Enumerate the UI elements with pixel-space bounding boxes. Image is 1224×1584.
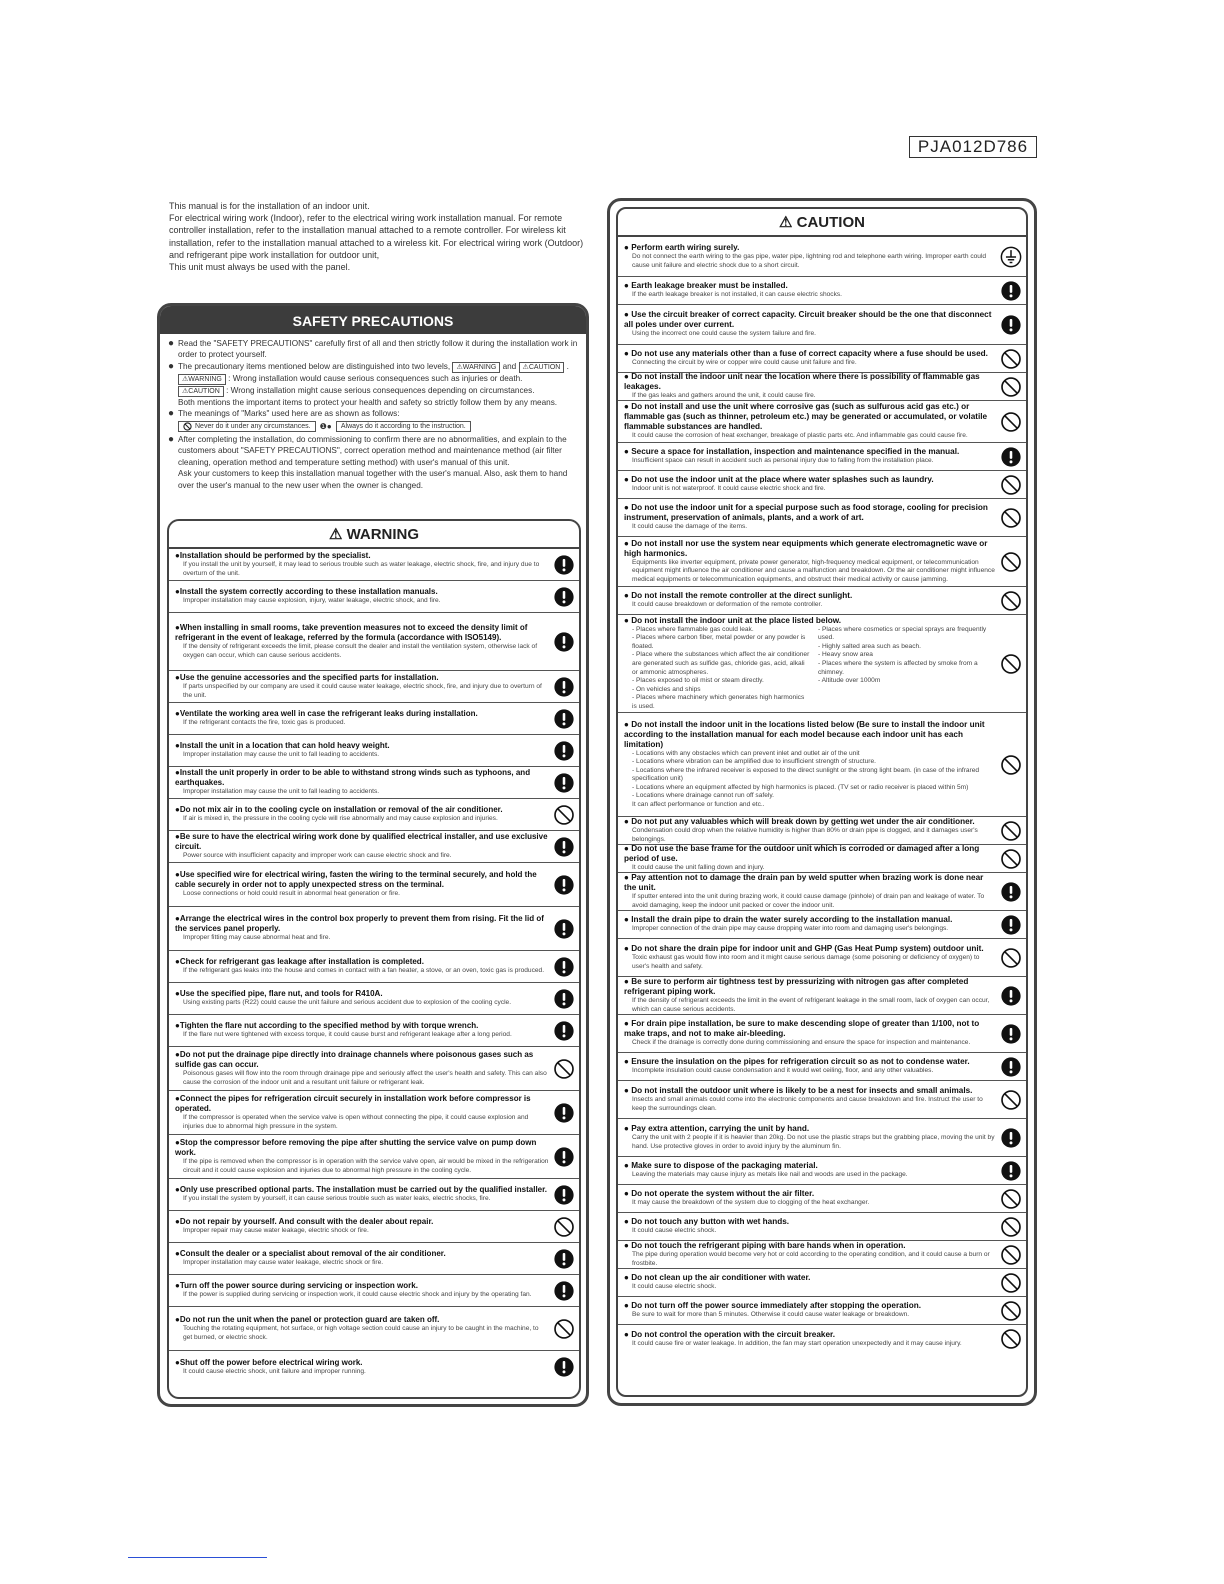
warning-item-heading: ●Installation should be performed by the specialist. [175, 550, 371, 560]
caution-item [618, 1015, 1026, 1053]
location-entry: - Locations where the infrared receiver is exposed to the direct sunlight or the strong light beam. (in case of the infrared specification unit) [632, 766, 980, 783]
warning-item [169, 613, 579, 671]
prohibit-icon [1000, 474, 1022, 496]
document-id: PJA012D786 [909, 136, 1037, 158]
warning-item [169, 1211, 579, 1243]
prohibit-icon [1000, 653, 1022, 675]
caution-item-detail: It could cause the damage of the items. [632, 523, 748, 531]
prohibit-icon [553, 1058, 575, 1080]
caution-item-detail: Using the incorrect one could cause the system failure and fire. [632, 330, 816, 338]
caution-item [618, 537, 1026, 587]
warning-item-detail: If you install the unit by yourself, it may lead to serious trouble such as water leakage, electric shock, fire, and injury due to overturn of the unit. [183, 560, 540, 577]
mandatory-icon [553, 631, 575, 653]
safety-paragraph: The meanings of "Marks" used here are as shown as follows: [178, 409, 400, 419]
mandatory-icon [553, 874, 575, 896]
warning-item [169, 703, 579, 735]
caution-item [618, 939, 1026, 977]
caution-item [618, 911, 1026, 939]
caution-item [618, 443, 1026, 471]
caution-item-detail: It could cause electric shock. [632, 1227, 717, 1235]
caution-item [618, 817, 1026, 845]
caution-item [618, 713, 1026, 817]
warning-item [169, 907, 579, 951]
caution-item-heading: ● Make sure to dispose of the packaging material. [624, 1161, 818, 1171]
caution-item-detail: It could cause fire or water leakage. In addition, the fan may start operation unexpectedly and it may cause injury. [632, 1339, 962, 1347]
caution-item-heading: ● Do not use the base frame for the outdoor unit which is corroded or damaged after a long period of use. [624, 845, 980, 864]
warning-item-detail: If the pipe is removed when the compressor is in operation with the service valve open, air would be mixed in the refrigeration circuit and it could cause explosion and injuries due to abnormal high pressure in the cooling cycle. [183, 1157, 549, 1174]
location-entry: - Locations where an equipment affected by high harmonics is placed. (TV set or radio receiver is placed within 5m) [632, 783, 969, 791]
warning-definition: ⚠WARNING : Wrong installation would cause serious consequences such as injuries or death. [168, 373, 580, 385]
warning-item-heading: ●Consult the dealer or a specialist about removal of the air conditioner. [175, 1249, 446, 1259]
prohibit-icon [553, 804, 575, 826]
caution-item [618, 1241, 1026, 1269]
warning-item [169, 1243, 579, 1275]
warning-item [169, 1047, 579, 1091]
caution-item-heading: ● Do not use the indoor unit at the place where water splashes such as laundry. [624, 475, 934, 485]
location-entry: It can affect performance or function and etc.. [632, 800, 765, 808]
caution-item-detail: It could cause the corrosion of heat exchanger, breakage of plastic parts etc. And inflammable gas could cause fire. [632, 432, 968, 440]
caution-item-detail: The pipe during operation would become very hot or cold according to the operating condition, and it could cause a burn or frostbite. [632, 1250, 990, 1267]
warning-item-heading: ●Turn off the power source during servicing or inspection work. [175, 1281, 418, 1291]
location-entry: - Highly salted area such as beach. [818, 642, 921, 650]
mandatory-icon [1000, 881, 1022, 903]
mandatory-icon [1000, 446, 1022, 468]
warning-item [169, 671, 579, 703]
caution-item-detail: Leaving the materials may cause injury as metals like nail and woods are used in the package. [632, 1171, 908, 1179]
caution-panel [607, 198, 1037, 1406]
warning-item-heading: ●Be sure to have the electrical wiring work done by qualified electrical installer, and use exclusive circuit. [175, 832, 548, 852]
caution-item [618, 1269, 1026, 1297]
prohibit-icon [1000, 1244, 1022, 1266]
caution-list [618, 237, 1026, 1353]
caution-item [618, 845, 1026, 873]
warning-item-detail: Improper fitting may cause abnormal heat and fire. [183, 934, 331, 942]
prohibit-icon [1000, 1272, 1022, 1294]
location-list [624, 750, 996, 809]
warning-item-heading: ●When installing in small rooms, take prevention measures not to exceed the density limit of refrigerant in the event of leakage, referred by the formula (accordance with ISO5149). [175, 622, 528, 642]
location-entry: - Locations where drainage cannot run off safely. [632, 792, 774, 800]
safety-paragraph: Both mentions the important items to protect your health and safety so strictly follow them by any means. [178, 397, 558, 407]
must-icon: ❶● [319, 421, 332, 431]
mandatory-icon [1000, 1023, 1022, 1045]
warning-item-heading: ●Shut off the power before electrical wiring work. [175, 1357, 363, 1367]
warning-item-heading: ●Install the unit in a location that can hold heavy weight. [175, 741, 390, 751]
location-entry: - Places where cosmetics or special sprays are frequently used. [818, 625, 987, 642]
safety-precautions-body [160, 334, 586, 491]
warning-item-detail: If the density of refrigerant exceeds the limit, please consult the dealer and install the ventilation system, otherwise lack of oxygen can occur, which can cause serious accidents. [183, 642, 538, 659]
location-entry: - Places where machinery which generates high harmonics is used. [632, 694, 805, 710]
warning-item [169, 799, 579, 831]
caution-item-detail: If sputter entered into the unit during brazing work, it could cause damage (pinhole) of drain pan and leakage of water. To avoid damaging, keep the indoor unit packed or cover the indoor unit. [632, 892, 985, 909]
warning-item [169, 863, 579, 907]
warning-item [169, 581, 579, 613]
location-column [818, 626, 996, 712]
safety-precautions-title: SAFETY PRECAUTIONS [160, 306, 586, 334]
caution-item [618, 1081, 1026, 1119]
safety-paragraph: After completing the installation, do commissioning to confirm there are no abnormalities, and explain to the customers about "SAFETY PRECAUTIONS", correct operation method and maintenance method (air filter cleaning, operation method and temperature setting method) with user's manual of this unit. [178, 435, 567, 467]
mandatory-icon [1000, 1056, 1022, 1078]
warning-item-detail: Improper repair may cause water leakage, electric shock or fire. [183, 1227, 369, 1235]
mandatory-icon [1000, 1127, 1022, 1149]
caution-item-detail: It may cause the breakdown of the system due to clogging of the heat exchanger. [632, 1199, 870, 1207]
bullet-icon: ● [168, 360, 175, 372]
warning-item-detail: Improper installation may cause the unit to fall leading to accidents. [183, 751, 380, 759]
caution-definition: ⚠CAUTION : Wrong installation might cause serious consequences depending on circumstances. [168, 385, 580, 397]
caution-item [618, 1119, 1026, 1157]
warning-item [169, 1275, 579, 1307]
caution-item-detail: If the earth leakage breaker is not installed, it can cause electric shocks. [632, 291, 843, 299]
caution-item-heading: ● Do not install the remote controller at the direct sunlight. [624, 591, 853, 601]
caution-item-heading: ● Do not touch any button with wet hands. [624, 1217, 790, 1227]
bullet-icon: ● [168, 408, 175, 420]
mandatory-icon [553, 1102, 575, 1124]
caution-item-heading: ● Pay attention not to damage the drain pan by weld sputter when brazing work is done near the unit. [624, 873, 984, 892]
prohibit-icon [1000, 1089, 1022, 1111]
caution-item-detail: It could cause the unit falling down and injury. [632, 864, 765, 872]
mandatory-icon [553, 836, 575, 858]
caution-item-heading: ● Do not install the indoor unit at the place listed below. [624, 615, 842, 625]
prohibit-icon [1000, 754, 1022, 776]
caution-item-detail: Carry the unit with 2 people if it is heavier than 20kg. Do not use the plastic straps but the grabbing place, moving the unit by hand. Use protective gloves in order to avoid injury by the aluminum fin. [632, 1133, 995, 1150]
caution-item-detail: Indoor unit is not waterproof. It could cause electric shock and fire. [632, 485, 826, 493]
caution-item-heading: ● Do not install and use the unit where corrosive gas (such as sulfurous acid gas etc.) or flammable gas (such as thinner, petroleum etc.) may be generated or accumulated, or volatile flammable substances are handled. [624, 402, 988, 432]
mandatory-icon [1000, 280, 1022, 302]
location-entry: - Altitude over 1000m [818, 677, 881, 685]
warning-item-detail: Poisonous gases will flow into the room through drainage pipe and seriously affect the user's health and safety. This can also cause the corrosion of the indoor unit and a resultant unit failure or refrigerant leak. [183, 1069, 547, 1086]
warning-item-heading: ●Tighten the flare nut according to the specified method by with torque wrench. [175, 1021, 479, 1031]
warning-item [169, 951, 579, 983]
caution-item-heading: ● Secure a space for installation, inspection and maintenance specified in the manual. [624, 447, 960, 457]
caution-item-detail: Do not connect the earth wiring to the gas pipe, water pipe, lightning rod and telephone earth wiring. Improper earth could cause unit failure and electric shock due to a short circuit. [632, 252, 987, 269]
caution-item-detail: Incomplete insulation could cause condensation and it would wet ceiling, floor, and any other valuables. [632, 1067, 934, 1075]
caution-item-heading: ● Do not install nor use the system near equipments which generate electromagnetic wave or high harmonics. [624, 538, 988, 558]
warning-item-detail: Loose connections or hold could result in abnormal heat generation or fire. [183, 890, 400, 898]
location-entry: - Place where the substances which affect the air conditioner are generated such as sulfide gas, chloride gas, acid, alkali or ammonic atmospheres. [632, 651, 810, 676]
caution-item-heading: ● Earth leakage breaker must be installed. [624, 281, 788, 291]
mandatory-icon [553, 1146, 575, 1168]
earth-ground-icon [1000, 246, 1022, 268]
warning-tag: ⚠WARNING [452, 362, 500, 373]
location-entry: - Places exposed to oil mist or steam directly. [632, 677, 764, 685]
warning-item-heading: ●Do not put the drainage pipe directly into drainage channels where poisonous gases such as sulfide gas can occur. [175, 1049, 534, 1069]
location-entry: - On vehicles and ships [632, 685, 701, 693]
caution-item [618, 305, 1026, 345]
warning-item-heading: ●Arrange the electrical wires in the control box properly to prevent them from rising. Fit the lid of the services panel properly. [175, 914, 544, 934]
caution-item-heading: ● Use the circuit breaker of correct capacity. Circuit breaker should be the one that disconnect all poles under over current. [624, 310, 992, 330]
caution-item-detail: Connecting the circuit by wire or copper wire could cause unit failure and fire. [632, 359, 857, 367]
bullet-icon: ● [168, 434, 175, 446]
warning-item [169, 831, 579, 863]
caution-item-heading: ● Pay extra attention, carrying the unit by hand. [624, 1123, 810, 1133]
mandatory-icon [553, 1356, 575, 1378]
caution-title: ⚠ CAUTION [618, 209, 1026, 237]
location-entry: - Places where carbon fiber, metal powder or any powder is floated. [632, 634, 806, 650]
warning-item [169, 983, 579, 1015]
caution-item-detail: Be sure to wait for more than 5 minutes. Otherwise it could cause water leakage or breakdown. [632, 1311, 910, 1319]
intro-line: For electrical wiring work (Indoor), refer to the electrical wiring work installation manual. For remote controller installation, refer to the installation manual attached to a remote controller. For wireless kit installation, refer to the installation manual attached to a wireless kit. For electrical wiring work (Outdoor) and refrigerant pipe work installation for outdoor unit, [169, 213, 584, 260]
prohibit-icon [1000, 1300, 1022, 1322]
prohibit-icon [1000, 376, 1022, 398]
warning-item [169, 1091, 579, 1135]
warning-item-heading: ●Check for refrigerant gas leakage after installation is completed. [175, 957, 424, 967]
caution-item-detail: Toxic exhaust gas would flow into room and it might cause serious damage (some poisoning or deficiency of oxygen) to user's health and safety. [632, 953, 980, 970]
warning-item-heading: ●Do not repair by yourself. And consult with the dealer about repair. [175, 1217, 434, 1227]
mandatory-icon [553, 1020, 575, 1042]
prohibit-icon [553, 1216, 575, 1238]
warning-item [169, 767, 579, 799]
caution-item-heading: ● Do not install the outdoor unit where is likely to be a nest for insects and small animals. [624, 1085, 973, 1095]
warning-item-heading: ●Do not mix air in to the cooling cycle on installation or removal of the air conditioner. [175, 805, 503, 815]
always-mark: Always do it according to the instruction. [336, 421, 471, 432]
warning-item-heading: ●Do not run the unit when the panel or protection guard are taken off. [175, 1314, 440, 1324]
warning-item-detail: Power source with insufficient capacity and improper work can cause electric shock and fire. [183, 852, 452, 860]
warning-panel [167, 519, 581, 1399]
warning-item-detail: It could cause electric shock, unit failure and improper running. [183, 1367, 366, 1375]
caution-item-heading: ● Be sure to perform air tightness test by pressurizing with nitrogen gas after completed refrigerant piping work. [624, 977, 969, 996]
warning-item-detail: Improper installation may cause explosion, injury, water leakage, electric shock, and fire. [183, 597, 441, 605]
mandatory-icon [1000, 914, 1022, 936]
warning-item-detail: If the compressor is operated when the service valve is open without connecting the pipe, it could cause explosion and injuries due to abnormal high pressure in the system. [183, 1113, 529, 1130]
caution-item [618, 499, 1026, 537]
caution-tag: ⚠CAUTION [519, 362, 565, 373]
intro-line: This manual is for the installation of an indoor unit. [169, 201, 370, 211]
warning-list [169, 549, 579, 1383]
bullet-icon: ● [168, 338, 175, 349]
warning-item-detail: If the flare nut were tightened with excess torque, it could cause burst and refrigerant leakage after a long period. [183, 1031, 512, 1039]
warning-item-detail: If you install the system by yourself, it can cause serious trouble such as water leaks, electric shocks, fire. [183, 1195, 491, 1203]
caution-item-heading: ● Do not turn off the power source immediately after stopping the operation. [624, 1301, 921, 1311]
mandatory-icon [553, 772, 575, 794]
location-entry: - Places where flammable gas could leak. [632, 625, 754, 633]
prohibit-icon [183, 422, 192, 431]
intro-text [169, 200, 589, 273]
caution-item [618, 1297, 1026, 1325]
caution-item-detail: If the gas leaks and gathers around the unit, it could cause fire. [632, 392, 816, 400]
mandatory-icon [553, 586, 575, 608]
caution-item-heading: ● Do not operate the system without the air filter. [624, 1189, 815, 1199]
warning-item [169, 1351, 579, 1383]
caution-item [618, 401, 1026, 443]
caution-item-heading: ● Do not put any valuables which will break down by getting wet under the air conditioner. [624, 817, 975, 826]
safety-paragraph: Read the "SAFETY PRECAUTIONS" carefully first of all and then strictly follow it during the installation work in order to protect yourself. [178, 339, 578, 360]
caution-item-heading: ● For drain pipe installation, be sure to make descending slope of greater than 1/100, not to make traps, and not to make air-bleeding. [624, 1019, 980, 1039]
caution-item-heading: ● Do not control the operation with the circuit breaker. [624, 1329, 836, 1339]
prohibit-icon [553, 1318, 575, 1340]
caution-item [618, 977, 1026, 1015]
mandatory-icon [553, 1248, 575, 1270]
caution-item [618, 1325, 1026, 1353]
warning-item-heading: ●Use the specified pipe, flare nut, and tools for R410A. [175, 989, 383, 999]
intro-line: This unit must always be used with the panel. [169, 262, 351, 273]
caution-item-heading: ● Do not use the indoor unit for a special purpose such as food storage, cooling for precision instrument, preservation of animals, plants, and a work of art. [624, 503, 988, 523]
caution-item [618, 373, 1026, 401]
caution-item [618, 1053, 1026, 1081]
warning-item-heading: ●Install the unit properly in order to be able to withstand strong winds such as typhoons, and earthquakes. [175, 768, 531, 788]
caution-inner [616, 207, 1028, 1397]
mandatory-icon [553, 956, 575, 978]
caution-item [618, 237, 1026, 277]
mandatory-icon [1000, 1160, 1022, 1182]
caution-item [618, 345, 1026, 373]
warning-item [169, 549, 579, 581]
warning-item [169, 1135, 579, 1179]
warning-item-detail: Using existing parts (R22) could cause the unit failure and serious accident due to explosion of the cooling cycle. [183, 999, 512, 1007]
mandatory-icon [553, 676, 575, 698]
caution-item-detail: Check if the drainage is correctly done during commissioning and ensure the space for inspection and maintenance. [632, 1039, 971, 1047]
caution-item-detail: Equipments like inverter equipment, private power generator, high-frequency medical equipment, or telecommunication equipment might influence the air conditioner and cause a malfunction and breakdown. Or the air conditioner might influence medical equipments or telecommunication equipments, and obstruct their medical activity or cause jamming. [632, 558, 995, 583]
caution-item [618, 1157, 1026, 1185]
warning-item-heading: ●Ventilate the working area well in case the refrigerant leaks during installation. [175, 709, 478, 719]
caution-item [618, 277, 1026, 305]
warning-item-heading: ●Install the system correctly according to these installation manuals. [175, 587, 438, 597]
prohibit-icon [1000, 348, 1022, 370]
prohibit-icon [1000, 848, 1022, 870]
location-column [632, 626, 810, 712]
mandatory-icon [553, 988, 575, 1010]
prohibit-icon [1000, 507, 1022, 529]
mandatory-icon [1000, 985, 1022, 1007]
never-mark: Never do it under any circumstances. [178, 421, 316, 432]
caution-item [618, 873, 1026, 911]
caution-item [618, 471, 1026, 499]
location-entry: - Heavy snow area [818, 651, 873, 659]
caution-item-detail: If the density of refrigerant exceeds the limit in the event of refrigerant leakage in the small room, lack of oxygen can occur, which can cause serious accidents. [632, 996, 990, 1013]
caution-item-heading: ● Perform earth wiring surely. [624, 242, 740, 252]
warning-item [169, 735, 579, 767]
caution-item-heading: ● Do not touch the refrigerant piping with bare hands when in operation. [624, 1241, 906, 1250]
mandatory-icon [553, 740, 575, 762]
caution-item-heading: ● Do not clean up the air conditioner with water. [624, 1273, 811, 1283]
location-columns [624, 626, 996, 712]
mandatory-icon [1000, 314, 1022, 336]
caution-item-heading: ● Install the drain pipe to drain the water surely according to the installation manual. [624, 915, 953, 925]
warning-item-heading: ●Stop the compressor before removing the pipe after shutting the service valve on pump down work. [175, 1137, 537, 1157]
caution-item-detail: Condensation could drop when the relative humidity is higher than 80% or drain pipe is clogged, and it damages user's belongings. [632, 826, 978, 843]
caution-item-detail: Insufficient space can result in accident such as personal injury due to falling from the installation place. [632, 457, 934, 465]
warning-item [169, 1015, 579, 1047]
location-entry: - Locations where vibration can be amplified due to insufficient strength of structure. [632, 758, 876, 766]
prohibit-icon [1000, 590, 1022, 612]
prohibit-icon [1000, 1328, 1022, 1350]
caution-item-heading: ● Do not install the indoor unit in the locations listed below (Be sure to install the indoor unit according to the installation manual for each model because each indoor unit has each limitation) [624, 720, 985, 750]
caution-item [618, 1185, 1026, 1213]
prohibit-icon [1000, 1188, 1022, 1210]
warning-item [169, 1179, 579, 1211]
caution-item [618, 587, 1026, 615]
caution-item-heading: ● Do not use any materials other than a fuse of correct capacity where a fuse should be used. [624, 349, 988, 359]
mandatory-icon [553, 1280, 575, 1302]
prohibit-icon [1000, 1216, 1022, 1238]
caution-item [618, 1213, 1026, 1241]
warning-item-heading: ●Use the genuine accessories and the specified parts for installation. [175, 672, 439, 682]
mandatory-icon [553, 708, 575, 730]
mandatory-icon [553, 1184, 575, 1206]
warning-item-detail: If the refrigerant contacts the fire, toxic gas is produced. [183, 719, 346, 727]
prohibit-icon [1000, 551, 1022, 573]
location-entry: - Locations with any obstacles which can prevent inlet and outlet air of the unit [632, 750, 860, 758]
caution-item-heading: ● Ensure the insulation on the pipes for refrigeration circuit so as not to condense water. [624, 1057, 970, 1067]
caution-item-heading: ● Do not install the indoor unit near the location where there is possibility of flammable gas leakages. [624, 373, 980, 392]
footer-link-line [128, 1557, 267, 1558]
warning-item-detail: Improper installation may cause water leakage, electric shock or fire. [183, 1259, 384, 1267]
caution-item-detail: It could cause electric shock. [632, 1283, 717, 1291]
warning-item [169, 1307, 579, 1351]
warning-item-heading: ●Use specified wire for electrical wiring, fasten the wiring to the terminal securely, and hold the cable securely in order not to apply unexpected stress on the terminal. [175, 870, 537, 890]
caution-item-heading: ● Do not share the drain pipe for indoor unit and GHP (Gas Heat Pump system) outdoor unit. [624, 943, 984, 953]
mandatory-icon [553, 918, 575, 940]
caution-item-detail: It could cause breakdown or deformation of the remote controller. [632, 601, 823, 609]
warning-item-detail: If air is mixed in, the pressure in the cooling cycle will rise abnormally and may cause explosion and injuries. [183, 815, 498, 823]
caution-item [618, 615, 1026, 713]
prohibit-icon [1000, 820, 1022, 842]
prohibit-icon [1000, 411, 1022, 433]
warning-item-heading: ●Connect the pipes for refrigeration circuit securely in installation work before compressor is operated. [175, 1093, 531, 1113]
prohibit-icon [1000, 947, 1022, 969]
warning-item-detail: Improper installation may cause the unit to fall leading to accidents. [183, 788, 380, 796]
warning-item-heading: ●Only use prescribed optional parts. The installation must be carried out by the qualified installer. [175, 1185, 548, 1195]
caution-item-detail: Insects and small animals could come into the electronic components and cause breakdown and fire. Instruct the user to keep the surroundings clean. [632, 1095, 983, 1112]
location-entry: - Places where the system is affected by smoke from a chimney. [818, 659, 978, 676]
safety-paragraph: The precautionary items mentioned below are distinguished into two levels, ⚠WARNING and ⚠CAUTION . [178, 361, 569, 371]
marks-legend [178, 421, 580, 432]
mandatory-icon [553, 554, 575, 576]
warning-item-detail: If the power is supplied during servicing or inspection work, it could cause electric shock and injury by the operating fan. [183, 1291, 532, 1299]
warning-title: ⚠ WARNING [169, 521, 579, 549]
warning-item-detail: If the refrigerant gas leaks into the house and comes in contact with a fan heater, a stove, or an oven, toxic gas is produced. [183, 967, 545, 975]
caution-item-detail: Improper connection of the drain pipe may cause dropping water into room and damaging user's belongings. [632, 925, 949, 933]
warning-item-detail: Touching the rotating equipment, hot surface, or high voltage section could cause an injury to be caught in the machine, to get burned, or electric shock. [183, 1324, 539, 1341]
warning-item-detail: If parts unspecified by our company are used it could cause water leakage, electric shock, fire, and injury due to overturn of the unit. [183, 682, 542, 699]
safety-paragraph: Ask your customers to keep this installation manual together with the user's manual. Also, ask them to hand over the user's manual to the new user when the owner is changed. [178, 469, 568, 490]
